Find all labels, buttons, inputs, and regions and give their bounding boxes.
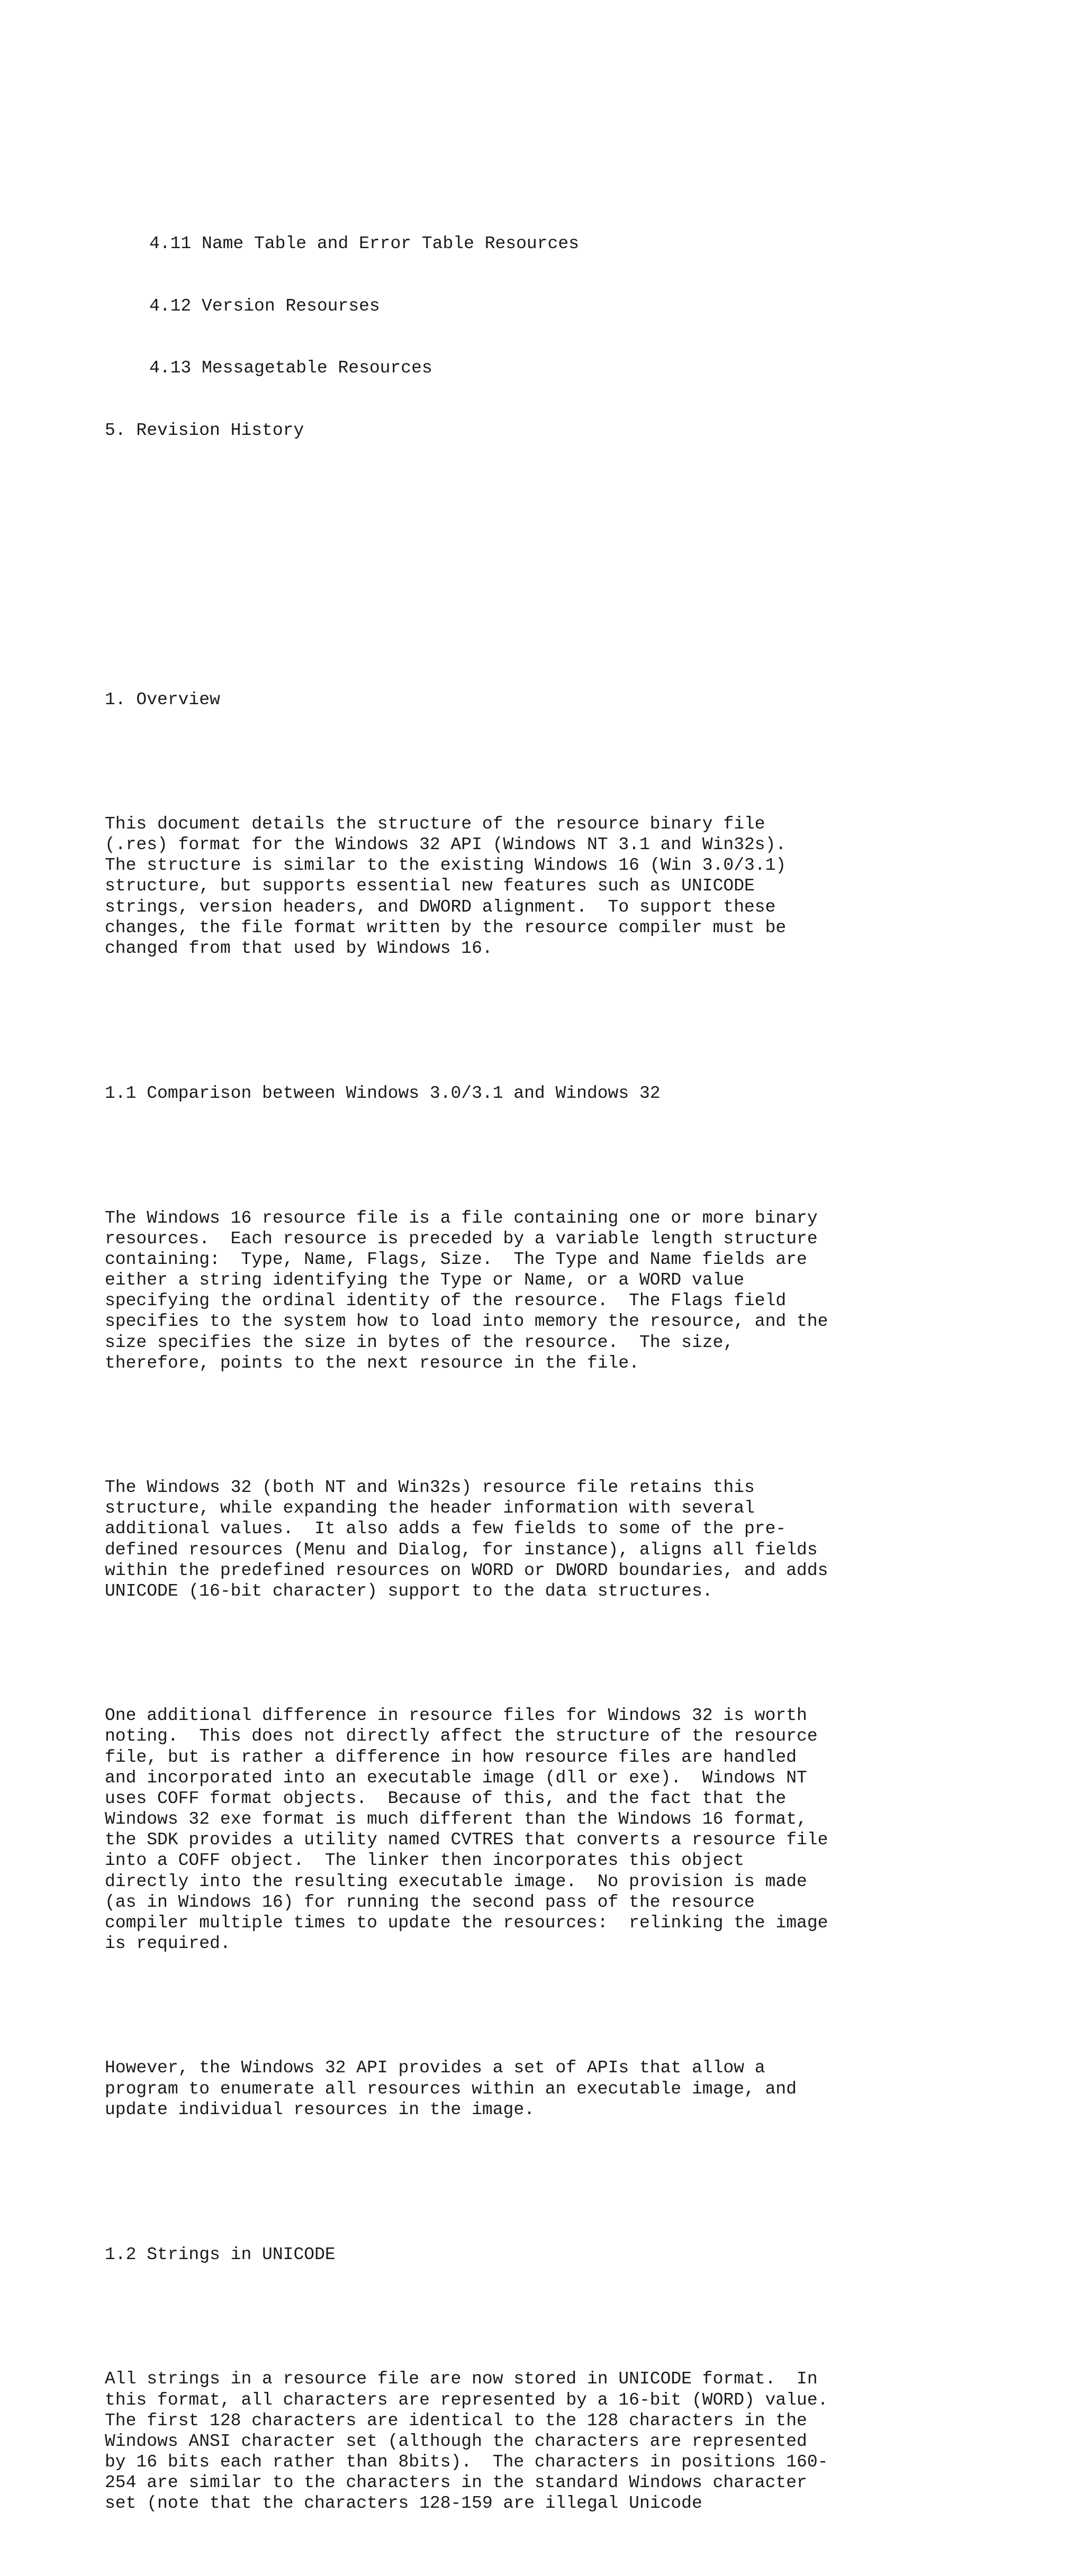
toc-entry: 4.11 Name Table and Error Table Resources [149,234,579,254]
paragraph-line: (as in Windows 16) for running the second pass of the resource [105,1892,755,1912]
paragraph-line: Windows ANSI character set (although the characters are represented [105,2431,807,2451]
paragraph-line: However, the Windows 32 API provides a set of APIs that allow a [105,2058,765,2078]
section-heading-unicode: 1.2 Strings in UNICODE [105,2245,336,2265]
paragraph-line: resources. Each resource is preceded by a variable length structure [105,1228,818,1249]
paragraph-line: compiler multiple times to update the resources: relinking the image [105,1913,828,1933]
paragraph-line: changes, the file format written by the resource compiler must be [105,917,787,937]
paragraph-line: uses COFF format objects. Because of this, and the fact that the [105,1788,787,1808]
paragraph-line: size specifies the size in bytes of the resource. The size, [105,1332,734,1352]
paragraph-line: file, but is rather a difference in how resource files are handled [105,1747,797,1767]
paragraph-unicode [105,2369,1047,2514]
paragraph-line: 254 are similar to the characters in the standard Windows character [105,2473,807,2493]
paragraph-line: specifies to the system how to load into memory the resource, and the [105,1312,828,1332]
paragraph-line: The structure is similar to the existing Windows 16 (Win 3.0/3.1) [105,855,787,876]
paragraph-line: changed from that used by Windows 16. [105,938,493,958]
paragraph-line: The first 128 characters are identical to the 128 characters in the [105,2410,807,2431]
section-heading-comparison: 1.1 Comparison between Windows 3.0/3.1 and Windows 32 [105,1084,661,1104]
paragraph-line: within the predefined resources on WORD or DWORD boundaries, and adds [105,1560,828,1580]
paragraph-line: program to enumerate all resources within an executable image, and [105,2079,797,2099]
paragraph-line: into a COFF object. The linker then incorporates this object [105,1851,744,1871]
paragraph-line: (.res) format for the Windows 32 API (Windows NT 3.1 and Win32s). [105,834,787,854]
paragraph-line: either a string identifying the Type or Name, or a WORD value [105,1270,744,1290]
paragraph-comparison-4 [105,2058,1047,2120]
paragraph-line: This document details the structure of the resource binary file [105,814,765,834]
paragraph-comparison-2 [105,1477,1047,1601]
paragraph-overview [105,814,1047,959]
paragraph-line: structure, while expanding the header information with several [105,1498,755,1518]
paragraph-line: defined resources (Menu and Dialog, for instance), aligns all fields [105,1540,818,1560]
document-body [105,130,1047,2576]
paragraph-line: strings, version headers, and DWORD alignment. To support these [105,897,776,917]
paragraph-line: is required. [105,1934,231,1954]
paragraph-line: and incorporated into an executable image (dll or exe). Windows NT [105,1768,807,1788]
paragraph-line: therefore, points to the next resource in the file. [105,1353,639,1373]
paragraph-line: noting. This does not directly affect the structure of the resource [105,1726,818,1746]
paragraph-line: directly into the resulting executable image. No provision is made [105,1871,807,1891]
toc-entry: 4.13 Messagetable Resources [149,358,432,378]
paragraph-line: the SDK provides a utility named CVTRES that converts a resource file [105,1830,828,1850]
paragraph-comparison-3 [105,1705,1047,1954]
paragraph-comparison-1 [105,1208,1047,1374]
paragraph-line: by 16 bits each rather than 8bits). The characters in positions 160- [105,2452,828,2472]
paragraph-line: specifying the ordinal identity of the resource. The Flags field [105,1291,787,1311]
paragraph-line: The Windows 16 resource file is a file containing one or more binary [105,1208,818,1228]
paragraph-line: set (note that the characters 128-159 are illegal Unicode [105,2493,702,2514]
section-heading-overview: 1. Overview [105,689,220,709]
paragraph-line: Windows 32 exe format is much different than the Windows 16 format, [105,1809,807,1829]
toc-entry: 4.12 Version Resourses [149,296,380,316]
paragraph-line: UNICODE (16-bit character) support to the data structures. [105,1581,713,1601]
paragraph-line: The Windows 32 (both NT and Win32s) resource file retains this [105,1478,755,1497]
paragraph-line: One additional difference in resource files for Windows 32 is worth [105,1706,807,1726]
paragraph-line: this format, all characters are represented by a 16-bit (WORD) value. [105,2390,828,2410]
toc-entry: 5. Revision History [105,420,304,440]
paragraph-line: structure, but supports essential new features such as UNICODE [105,876,755,896]
paragraph-line: additional values. It also adds a few fields to some of the pre- [105,1519,787,1539]
paragraph-line: All strings in a resource file are now stored in UNICODE format. In [105,2369,818,2389]
table-of-contents [105,192,1047,483]
paragraph-line: update individual resources in the image. [105,2099,535,2119]
paragraph-line: containing: Type, Name, Flags, Size. The Type and Name fields are [105,1249,807,1269]
